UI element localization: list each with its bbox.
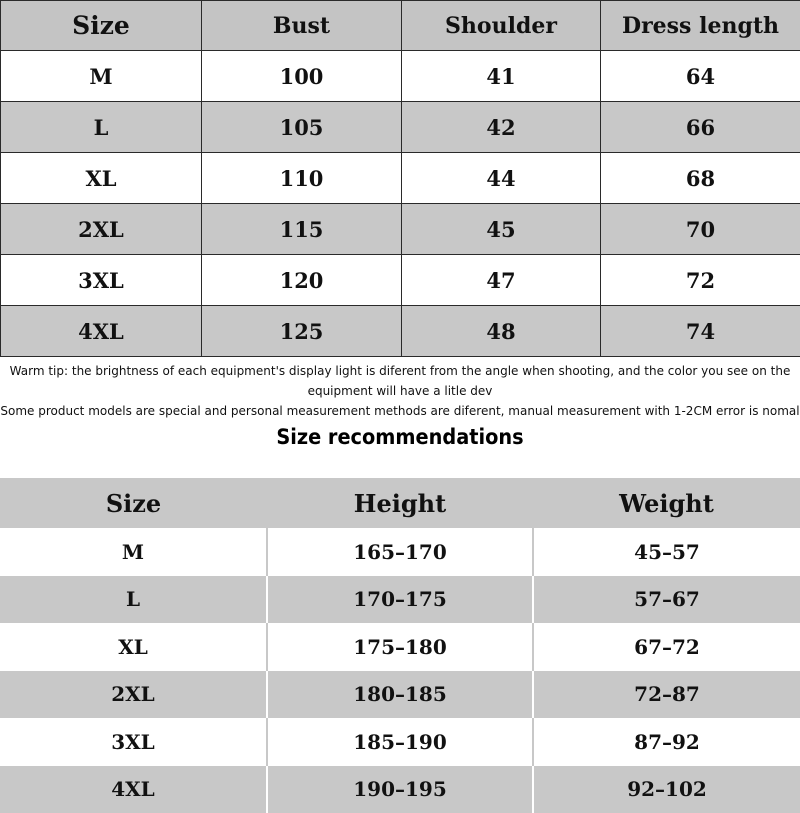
cell-bust: 105	[202, 102, 402, 153]
cell-dress-length: 74	[601, 306, 800, 357]
table-row	[1, 51, 800, 102]
table-row	[1, 102, 800, 153]
table-row	[0, 576, 800, 624]
cell-height: 190–195	[267, 766, 533, 813]
cell-size: L	[0, 576, 267, 624]
cell-size: 2XL	[0, 671, 267, 719]
table-row	[0, 766, 800, 813]
cell-dress-length: 68	[601, 153, 800, 204]
cell-bust: 125	[202, 306, 402, 357]
table-row	[0, 623, 800, 671]
cell-shoulder: 44	[402, 153, 601, 204]
cell-bust: 120	[202, 255, 402, 306]
header-weight: Weight	[533, 478, 800, 528]
cell-size: 4XL	[0, 766, 267, 813]
cell-size: M	[0, 528, 267, 576]
cell-size: 2XL	[1, 204, 202, 255]
cell-height: 170–175	[267, 576, 533, 624]
cell-size: 3XL	[0, 718, 267, 766]
cell-size: L	[1, 102, 202, 153]
table-row	[1, 306, 800, 357]
header-height: Height	[267, 478, 533, 528]
cell-weight: 92–102	[533, 766, 800, 813]
cell-height: 165–170	[267, 528, 533, 576]
warm-tip-line: Warm tip: the brightness of each equipment's display light is diferent from the angle when shooting, and the color you see on the	[0, 361, 800, 381]
cell-height: 180–185	[267, 671, 533, 719]
cell-dress-length: 70	[601, 204, 800, 255]
header-bust: Bust	[202, 1, 402, 51]
cell-dress-length: 64	[601, 51, 800, 102]
table-header-row	[1, 1, 800, 51]
cell-size: XL	[1, 153, 202, 204]
warm-tip-line: Some product models are special and personal measurement methods are diferent, manual measurement with 1-2CM error is nomal	[0, 401, 800, 421]
cell-shoulder: 41	[402, 51, 601, 102]
cell-size: XL	[0, 623, 267, 671]
cell-weight: 72–87	[533, 671, 800, 719]
table-row	[0, 718, 800, 766]
cell-bust: 100	[202, 51, 402, 102]
cell-shoulder: 47	[402, 255, 601, 306]
size-recommendations-title: Size recommendations	[32, 425, 768, 449]
cell-size: 3XL	[1, 255, 202, 306]
header-size: Size	[0, 478, 267, 528]
cell-height: 175–180	[267, 623, 533, 671]
cell-dress-length: 72	[601, 255, 800, 306]
cell-weight: 67–72	[533, 623, 800, 671]
cell-shoulder: 45	[402, 204, 601, 255]
table-row	[0, 671, 800, 719]
cell-bust: 115	[202, 204, 402, 255]
cell-weight: 57–67	[533, 576, 800, 624]
size-recommendations-table	[0, 478, 800, 813]
cell-weight: 45–57	[533, 528, 800, 576]
measurements-table	[0, 0, 800, 357]
table-row	[1, 153, 800, 204]
cell-shoulder: 48	[402, 306, 601, 357]
warm-tip-note	[0, 361, 800, 421]
header-shoulder: Shoulder	[402, 1, 601, 51]
cell-weight: 87–92	[533, 718, 800, 766]
cell-bust: 110	[202, 153, 402, 204]
table-row	[1, 255, 800, 306]
table-row	[0, 528, 800, 576]
table-row	[1, 204, 800, 255]
table-header-row	[0, 478, 800, 528]
cell-size: M	[1, 51, 202, 102]
header-dress-length: Dress length	[601, 1, 800, 51]
cell-size: 4XL	[1, 306, 202, 357]
header-size: Size	[1, 1, 202, 51]
cell-shoulder: 42	[402, 102, 601, 153]
cell-dress-length: 66	[601, 102, 800, 153]
cell-height: 185–190	[267, 718, 533, 766]
warm-tip-line: equipment will have a litle dev	[0, 381, 800, 401]
